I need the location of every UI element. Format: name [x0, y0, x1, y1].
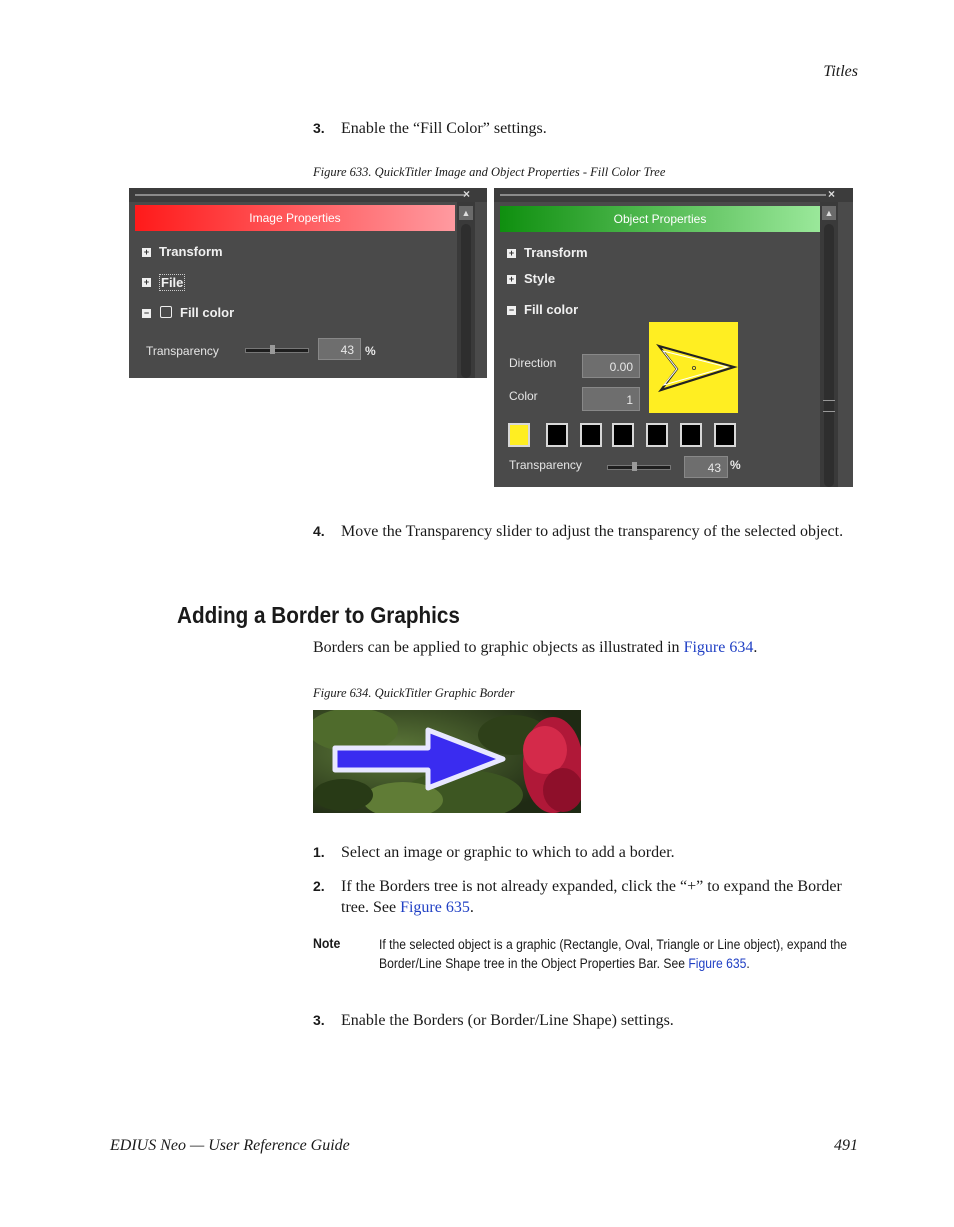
checkbox-checked-icon[interactable] [160, 306, 172, 318]
step-number: 3. [313, 120, 325, 136]
scroll-up-icon[interactable]: ▲ [459, 206, 473, 220]
running-header: Titles [823, 63, 858, 80]
step-text: Select an image or graphic to which to add a border. [341, 844, 675, 861]
direction-label: Direction [509, 356, 557, 370]
slider-thumb[interactable] [270, 345, 275, 354]
figure-634-caption: Figure 634. QuickTitler Graphic Border [313, 686, 515, 700]
figure-634-link[interactable]: Figure 634 [683, 639, 754, 656]
step-text: Enable the Borders (or Border/Line Shape) settings. [341, 1012, 674, 1029]
color-swatch[interactable] [680, 423, 702, 447]
close-icon[interactable]: × [828, 188, 836, 201]
transparency-value[interactable]: 43 [684, 456, 728, 478]
color-swatch[interactable] [612, 423, 634, 447]
graphic-border-figure [313, 710, 581, 813]
figure-635-link[interactable]: Figure 635 [400, 899, 470, 916]
page-number: 491 [834, 1137, 858, 1154]
scroll-grip-icon[interactable] [823, 400, 835, 412]
fill-direction-preview[interactable] [649, 322, 738, 413]
color-swatch[interactable] [646, 423, 668, 447]
color-swatch[interactable] [508, 423, 530, 447]
percent-sign: % [365, 344, 376, 358]
transparency-slider[interactable] [607, 465, 671, 470]
step-text: If the Borders tree is not already expanded, click the “+” to expand the Border tree. See Figure 635. [341, 878, 842, 916]
panel-titlebar [129, 188, 487, 202]
color-value[interactable]: 1 [582, 387, 640, 411]
direction-value[interactable]: 0.00 [582, 354, 640, 378]
figure-633-caption: Figure 633. QuickTitler Image and Object Properties - Fill Color Tree [313, 165, 666, 179]
expand-plus-icon[interactable]: + [143, 247, 150, 257]
scroll-up-icon[interactable]: ▲ [822, 206, 836, 220]
direction-arrow-icon [649, 322, 738, 413]
section-heading: Adding a Border to Graphics [177, 602, 460, 628]
transparency-value[interactable]: 43 [318, 338, 361, 360]
step-number: 2. [313, 878, 325, 894]
transparency-label: Transparency [146, 344, 219, 358]
step-number: 1. [313, 844, 325, 860]
footer-title: EDIUS Neo — User Reference Guide [110, 1137, 350, 1154]
panel-titlebar [494, 188, 853, 202]
color-swatch[interactable] [714, 423, 736, 447]
transparency-label: Transparency [509, 458, 582, 472]
collapse-minus-icon[interactable]: − [508, 305, 515, 315]
panel-title: Object Properties [500, 206, 820, 232]
step-text: Move the Transparency slider to adjust the transparency of the selected object. [341, 523, 844, 540]
expand-plus-icon[interactable]: + [508, 274, 515, 284]
step-text: Enable the “Fill Color” settings. [341, 120, 547, 137]
expand-plus-icon[interactable]: + [508, 248, 515, 258]
panel-title: Image Properties [135, 205, 455, 231]
collapse-minus-icon[interactable]: − [143, 308, 150, 318]
border-arrow-image [313, 710, 581, 813]
color-label: Color [509, 389, 538, 403]
note-label: Note [313, 935, 341, 951]
color-swatch[interactable] [580, 423, 602, 447]
scrollbar[interactable] [820, 202, 838, 487]
close-icon[interactable]: × [463, 188, 471, 201]
expand-plus-icon[interactable]: + [143, 277, 150, 287]
percent-sign: % [730, 458, 741, 472]
image-properties-panel: × Image Properties ▲ + Transform + File − Fill color Transparency 43 % [129, 188, 487, 378]
step-number: 4. [313, 523, 325, 539]
object-properties-panel: × Object Properties ▲ + Transform + Style − Fill color Direction 0.00 Color 1 Transparency 43 % [494, 188, 853, 487]
figure-635-link[interactable]: Figure 635 [688, 956, 747, 971]
step-number: 3. [313, 1012, 325, 1028]
scrollbar[interactable] [457, 202, 475, 378]
intro-paragraph: Borders can be applied to graphic objects as illustrated in Figure 634. [313, 639, 758, 656]
note-text: If the selected object is a graphic (Rectangle, Oval, Triangle or Line object), expand the Border/Line Shape tree in the Object Properties Bar. See Figure 635. [379, 937, 848, 971]
transparency-slider[interactable] [245, 348, 309, 353]
slider-thumb[interactable] [632, 462, 637, 471]
color-swatch[interactable] [546, 423, 568, 447]
